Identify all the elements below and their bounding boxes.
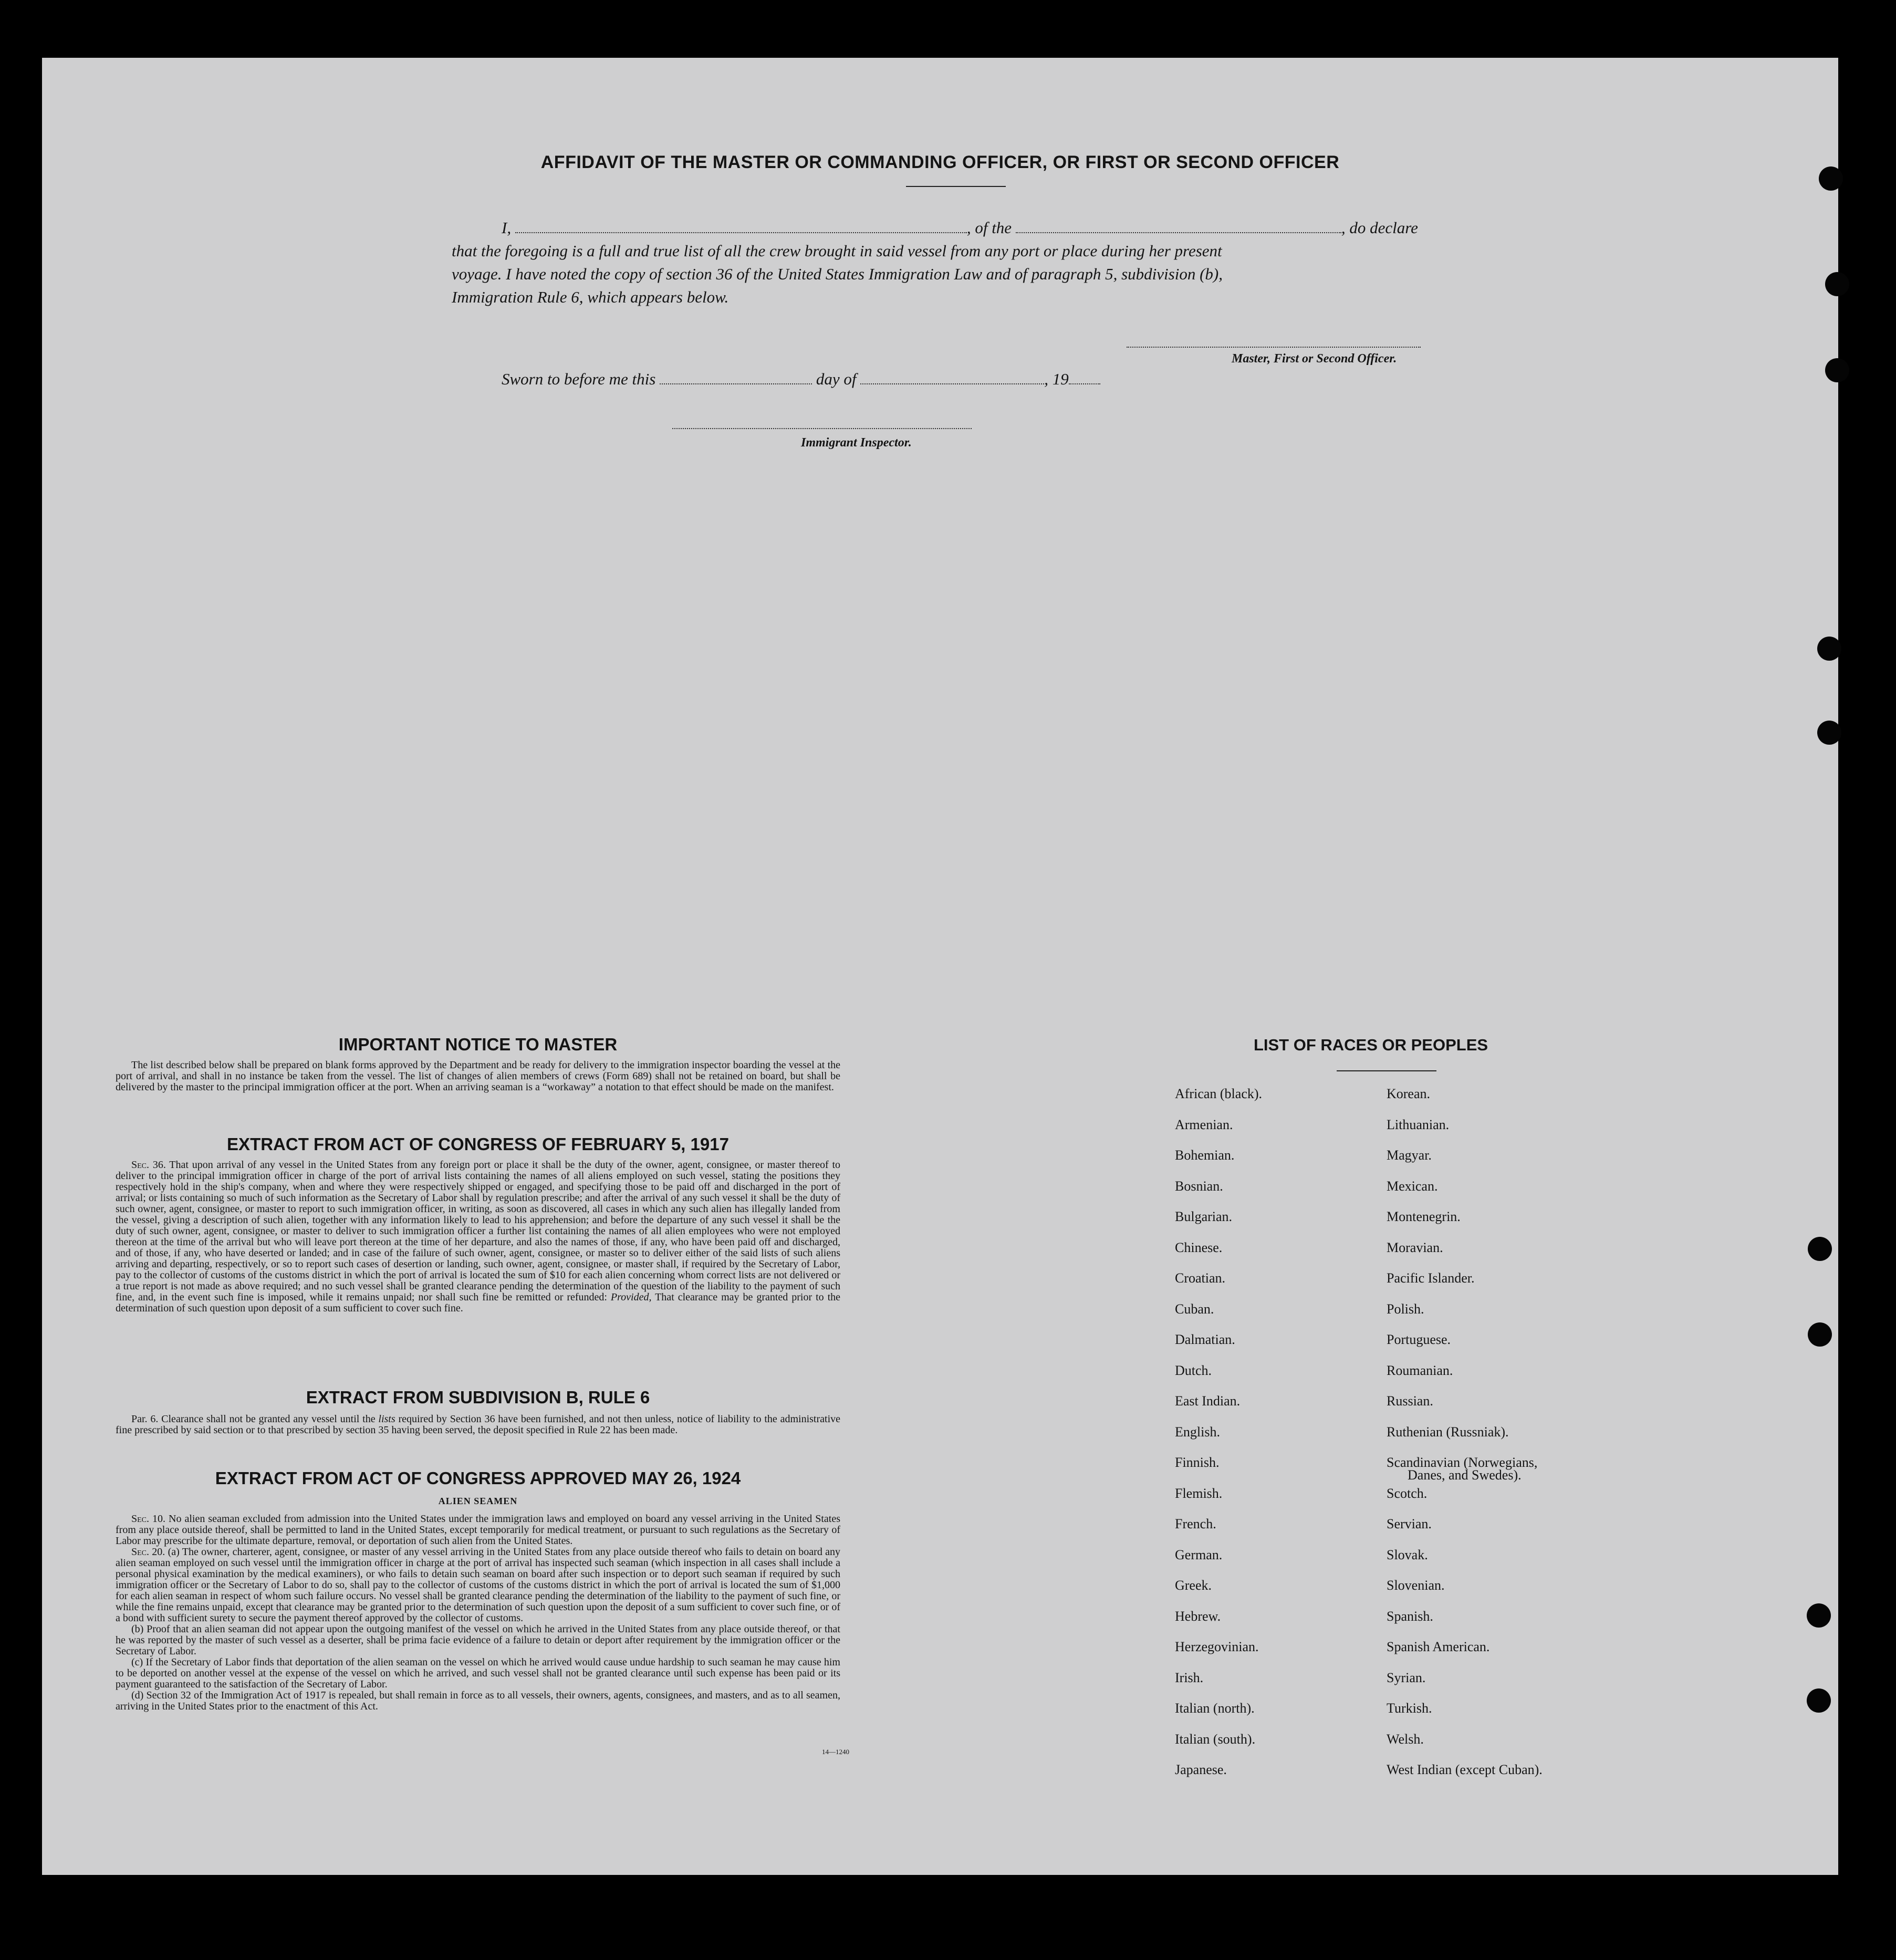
race-item: Flemish. (1175, 1485, 1223, 1501)
affidavit-of-the: , of the (966, 218, 1012, 237)
day-of-text: day of (816, 370, 857, 388)
subdivision-b-text (116, 1414, 840, 1436)
binder-hole (1817, 721, 1841, 745)
notice-paragraph: The list described below shall be prepared on blank forms approved by the Department and be ready for delivery to the immigration inspector boarding the vessel at the port of arrival, and shall in no instance be taken from the vessel. The list of changes of alien members of crews (Form 689) shall not be retained on board, but shall be delivered by the master to the principal immigration officer at the port. When an arriving seaman is a “workaway” a notation to that effect should be made on the manifest. (116, 1059, 840, 1093)
race-item: Spanish American. (1387, 1639, 1490, 1654)
affidavit-line-4: Immigration Rule 6, which appears below. (452, 288, 729, 306)
race-item: Servian. (1387, 1516, 1432, 1531)
sworn-day-blank[interactable] (660, 383, 812, 384)
race-item: Mexican. (1387, 1178, 1438, 1194)
race-item: African (black). (1175, 1086, 1263, 1101)
binder-hole (1807, 1603, 1831, 1628)
race-item: Finnish. (1175, 1455, 1220, 1470)
binder-hole (1825, 272, 1849, 296)
sec-10-label: Sec. 10. (131, 1513, 166, 1525)
race-item: Herzegovinian. (1175, 1639, 1259, 1654)
race-item: Italian (south). (1175, 1731, 1256, 1747)
race-item: Hebrew. (1175, 1608, 1221, 1624)
affidavit-do-declare: , do declare (1341, 218, 1418, 237)
race-item: Turkish. (1387, 1701, 1432, 1716)
race-item: Slovak. (1387, 1547, 1428, 1562)
race-item-continuation: Danes, and Swedes). (1408, 1467, 1522, 1483)
title-rule (906, 186, 1006, 187)
race-item: Russian. (1387, 1393, 1433, 1409)
race-item: Armenian. (1175, 1117, 1233, 1132)
notice-text (116, 1060, 840, 1093)
race-item: Welsh. (1387, 1731, 1424, 1747)
race-item: French. (1175, 1516, 1216, 1531)
sworn-year-blank[interactable] (1069, 383, 1100, 384)
binder-hole (1817, 637, 1841, 661)
provided-word: Provided, (610, 1291, 652, 1303)
race-item: Moravian. (1387, 1239, 1443, 1255)
vessel-name-blank[interactable] (1016, 232, 1341, 233)
sec-10-body: No alien seaman excluded from admission into the United States under the immigration laws and employed on board any vessel arriving in the United States from any place outside thereof, shall be permitted to land in the United States, except temporarily for medical treatment, or pursuant to such regulations as the Secretary of Labor may prescribe for the ultimate departure, removal, or deportation of such alien from the United States. (116, 1513, 841, 1547)
sec-20-label: Sec. 20. (131, 1546, 165, 1558)
sec-20-b: (b) Proof that an alien seaman did not appear upon the outgoing manifest of the vessel on which he arrived in the United States from any place outside thereof, or that he was reported by the master of such vessel as a deserter, shall be prima facie evidence of a failure to detain or deport after requirement by the immigration officer or the Secretary of Labor. (116, 1623, 840, 1657)
sec-36-body: That upon arrival of any vessel in the United States from any foreign port or place it shall be the duty of the owner, agent, consignee, or master thereof to deliver to the principal immigration officer in charge of the port of arrival lists containing the names of all aliens employed on such vessel, stating the positions they respectively hold in the ship's company, when and where they were respectively shipped or engaged, and specifying those to be paid off and discharged in the port of arrival; or lists containing so much of such information as the Secretary of Labor shall by regulation prescribe; and after the arrival of any such vessel it shall be the duty of such owner, agent, consignee, or master to report to such immigration officer, in writing, as soon as discovered, all cases in which any such alien has illegally landed from the vessel, giving a description of such alien, together with any information likely to lead to his apprehension; and before the departure of any such vessel it shall be the duty of such owner, agent, consignee, or master to deliver to such immigration officer a further list containing the names of all alien employees who were not employed thereon at the time of the arrival but who will leave port thereon at the time of her departure, and also the names of those, if any, who have been paid off and discharged, and of those, if any, who have deserted or landed; and in case of the failure of such owner, agent, consignee, or master so to deliver either of the said lists of such aliens arriving and departing, respectively, or so to report such cases of desertion or landing, such owner, agent, consignee, or master shall, if required by the Secretary of Labor, pay to the collector of customs of the customs district in which the port of arrival is located the sum of $10 for each alien concerning whom correct lists are not delivered or a true report is not made as above required; and no such vessel shall be granted clearance pending the determination of the question of the liability to the payment of such fine, and, in the event such fine is imposed, while it remains unpaid; nor shall such fine be remitted or refunded: (116, 1159, 841, 1303)
race-item: Bulgarian. (1175, 1209, 1233, 1224)
race-item: Italian (north). (1175, 1701, 1255, 1716)
affidavit-title: AFFIDAVIT OF THE MASTER OR COMMANDING OFFICER, OR FIRST OR SECOND OFFICER (540, 152, 1340, 172)
affidavit-i: I, (502, 218, 512, 237)
affidavit-line-1 (502, 216, 1552, 239)
race-item: Polish. (1387, 1301, 1424, 1317)
races-title: LIST OF RACES OR PEOPLES (1253, 1036, 1488, 1054)
races-rule (1337, 1070, 1436, 1071)
race-item: Scotch. (1387, 1485, 1428, 1501)
master-signature-line[interactable] (1127, 347, 1421, 348)
race-item: Slovenian. (1387, 1578, 1445, 1593)
par6-b: required by Section 36 have been furnished, and not then unless, notice of liability to the administrative fine prescribed by said section or to that prescribed by section 35 having been served, the deposit specified in Rule 22 has been made. (116, 1413, 841, 1436)
form-number: 14—1240 (822, 1748, 849, 1756)
race-item: Greek. (1175, 1578, 1212, 1593)
race-item: Portuguese. (1387, 1332, 1451, 1347)
race-item: Irish. (1175, 1670, 1204, 1685)
sworn-month-blank[interactable] (860, 383, 1044, 384)
binder-hole (1807, 1688, 1831, 1713)
race-item: Korean. (1387, 1086, 1431, 1101)
notice-title: IMPORTANT NOTICE TO MASTER (338, 1035, 618, 1054)
race-item: Cuban. (1175, 1301, 1214, 1317)
race-item: Spanish. (1387, 1608, 1433, 1624)
race-item: Magyar. (1387, 1148, 1432, 1163)
sec-20-body: (a) The owner, charterer, agent, consignee, or master of any vessel arriving in the United States from any place outside thereof who fails to detain on board any alien seaman employed on such vessel until the immigration officer in charge at the port of arrival has inspected such seaman (which inspection in all cases shall include a personal physical examination by the medical examiners), or who fails to detain such seaman on board after such inspection or to deport such seaman if required by such immigration officer or the Secretary of Labor to do so, shall pay to the collector of customs of the customs district in which the port of arrival is located the sum of $1,000 for each alien seaman in respect of whom such failure occurs. No vessel shall be granted clearance pending the determination of the liability to the payment of such fine, or while the fine remains unpaid, except that clearance may be granted prior to the determination of such question upon the deposit of a sum sufficient to cover such fine, or of a bond with sufficient surety to secure the payment thereof approved by the collector of customs. (116, 1546, 841, 1624)
race-item: Dalmatian. (1175, 1332, 1235, 1347)
race-item: Dutch. (1175, 1362, 1212, 1378)
extract-1924-text (116, 1514, 840, 1712)
race-item: Ruthenian (Russniak). (1387, 1424, 1509, 1440)
sec-36-label: Sec. 36. (131, 1159, 166, 1171)
race-item: Bohemian. (1175, 1148, 1235, 1163)
master-label: Master, First or Second Officer. (1232, 352, 1397, 366)
race-item: Montenegrin. (1387, 1209, 1461, 1224)
sec-36-end: That clearance may be granted prior to the determination of such question upon deposit of a sum sufficient to cover such fine. (116, 1291, 841, 1314)
extract-1924-title: EXTRACT FROM ACT OF CONGRESS APPROVED MAY 26, 1924 (215, 1468, 741, 1488)
race-item: Japanese. (1175, 1762, 1227, 1777)
race-item: German. (1175, 1547, 1223, 1562)
inspector-label: Immigrant Inspector. (801, 436, 912, 450)
race-item: Roumanian. (1387, 1362, 1453, 1378)
race-item: West Indian (except Cuban). (1387, 1762, 1543, 1777)
extract-1917-title: EXTRACT FROM ACT OF CONGRESS OF FEBRUARY 5, 1917 (227, 1134, 729, 1154)
subdivision-b-title: EXTRACT FROM SUBDIVISION B, RULE 6 (306, 1388, 650, 1407)
race-item: East Indian. (1175, 1393, 1241, 1409)
race-item: Croatian. (1175, 1270, 1226, 1286)
sworn-line (502, 368, 1100, 391)
race-item: Pacific Islander. (1387, 1270, 1475, 1286)
sec-20-d: (d) Section 32 of the Immigration Act of 1917 is repealed, but shall remain in force as to all vessels, their owners, agents, consignees, and masters, and as to all seamen, arriving in the United States prior to the enactment of this Act. (116, 1690, 840, 1712)
race-item: Scandinavian (Norwegians, (1387, 1455, 1538, 1470)
race-item: English. (1175, 1424, 1220, 1440)
extract-1917-text (116, 1160, 840, 1314)
sworn-text: Sworn to before me this (502, 370, 656, 388)
binder-hole (1808, 1322, 1832, 1347)
race-item: Syrian. (1387, 1670, 1426, 1685)
form-sheet (42, 58, 1838, 1875)
inspector-signature-line[interactable] (672, 428, 972, 429)
lists-word: lists (378, 1413, 395, 1425)
officer-name-blank[interactable] (515, 232, 967, 233)
par6-a: Par. 6. Clearance shall not be granted any vessel until the (131, 1413, 376, 1425)
year-text: , 19 (1044, 370, 1069, 388)
affidavit-line-2: that the foregoing is a full and true list of all the crew brought in said vessel from any port or place during her present (452, 242, 1222, 260)
alien-seamen-subtitle: ALIEN SEAMEN (438, 1496, 518, 1506)
binder-hole (1808, 1237, 1832, 1261)
race-item: Bosnian. (1175, 1178, 1223, 1194)
sec-20-c: (c) If the Secretary of Labor finds that deportation of the alien seaman on the vessel on which he arrived would cause undue hardship to such seaman he may cause him to be deported on another vessel at the expense of the vessel on which he arrived, and such vessel shall not be granted clearance until such expense has been paid or its payment guaranteed to the satisfaction of the Secretary of Labor. (116, 1656, 840, 1690)
race-item: Chinese. (1175, 1239, 1223, 1255)
binder-hole (1819, 166, 1843, 191)
binder-hole (1825, 358, 1849, 382)
affidavit-line-3: voyage. I have noted the copy of section 36 of the United States Immigration Law and of paragraph 5, subdivision (b), (452, 265, 1223, 283)
race-item: Lithuanian. (1387, 1117, 1450, 1132)
